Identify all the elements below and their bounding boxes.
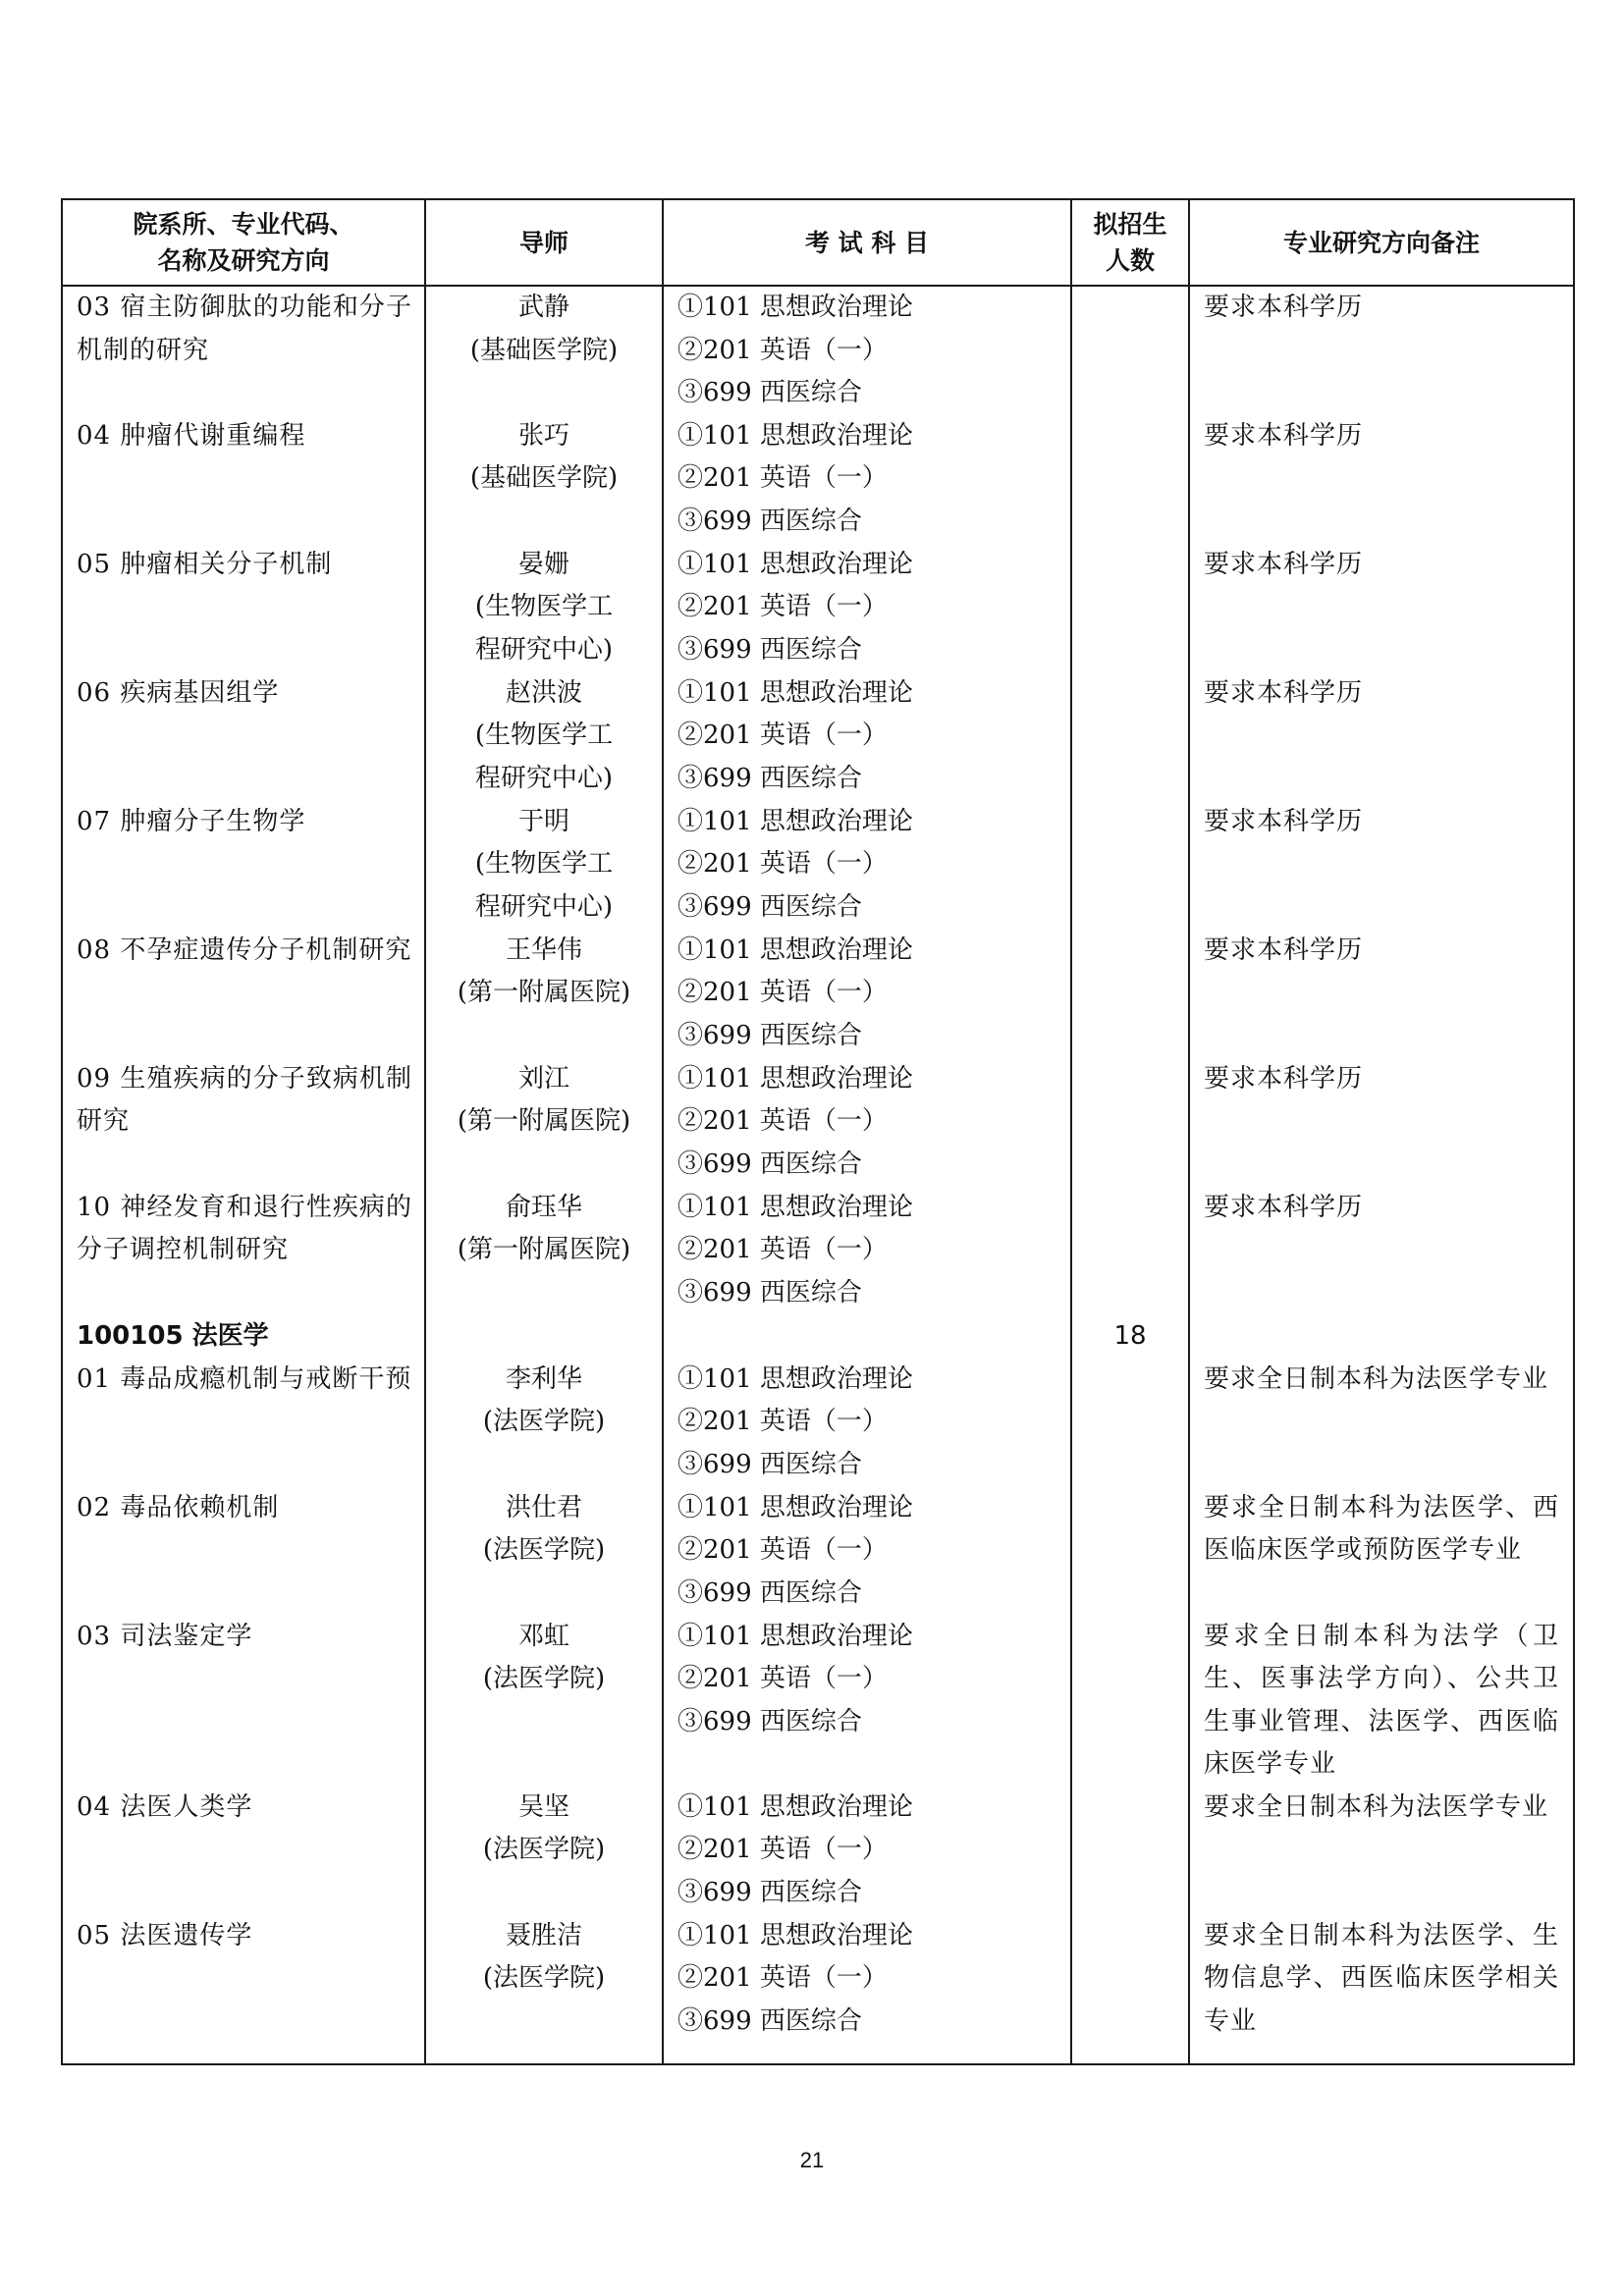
research-direction: 05 法医遗传学	[77, 1920, 253, 1950]
direction-note: 要求本科学历	[1204, 420, 1364, 451]
table-row	[62, 1187, 1574, 1315]
exam-subject: ①101 思想政治理论	[677, 806, 913, 836]
advisor-unit: (第一附属医院)	[457, 1235, 631, 1264]
major-row	[62, 1315, 1574, 1359]
header-department	[62, 199, 425, 286]
exam-subject: ③699 西医综合	[677, 1020, 862, 1050]
exam-subject: ①101 思想政治理论	[677, 1192, 913, 1222]
header-advisor: 导师	[425, 199, 663, 286]
exam-subject: ③699 西医综合	[677, 378, 862, 407]
advisor-unit: (生物医学工程研究中心)	[474, 592, 614, 665]
advisor-unit: (基础医学院)	[469, 463, 619, 493]
advisor-name: 洪仕君	[505, 1492, 582, 1522]
exam-subject: ③699 西医综合	[677, 1877, 862, 1907]
exam-subject: ②201 英语（一）	[677, 978, 888, 1007]
page-number: 21	[799, 2148, 825, 2172]
exam-subject: ①101 思想政治理论	[677, 1063, 913, 1094]
advisor-name: 晏姗	[517, 549, 569, 579]
research-direction: 08 不孕症遗传分子机制研究	[77, 934, 412, 965]
exam-subject: ②201 英语（一）	[677, 592, 888, 621]
exam-subject: ①101 思想政治理论	[677, 1363, 913, 1394]
header-enrollment-line1: 拟招生	[1093, 210, 1167, 239]
exam-subject: ③699 西医综合	[677, 1148, 862, 1179]
direction-note: 要求本科学历	[1204, 1192, 1364, 1222]
exam-subject: ②201 英语（一）	[677, 1407, 888, 1436]
research-direction: 01 毒品成瘾机制与戒断干预	[77, 1363, 412, 1394]
header-exam-subjects: 考 试 科 目	[663, 199, 1071, 286]
table-row	[62, 930, 1574, 1058]
exam-subject: ①101 思想政治理论	[677, 677, 913, 708]
research-direction: 04 肿瘤代谢重编程	[77, 420, 306, 451]
direction-note: 要求本科学历	[1204, 1063, 1364, 1094]
table-row	[62, 1487, 1574, 1616]
exam-subject: ③699 西医综合	[677, 1577, 862, 1608]
table-row	[62, 1359, 1574, 1487]
direction-note: 要求本科学历	[1204, 293, 1364, 322]
direction-note: 要求本科学历	[1204, 934, 1364, 965]
advisor-unit: (法医学院)	[482, 1535, 606, 1565]
advisor-unit: (生物医学工程研究中心)	[474, 849, 614, 922]
advisor-unit: (法医学院)	[482, 1835, 606, 1864]
exam-subject: ①101 思想政治理论	[677, 549, 913, 579]
advisor-name: 聂胜洁	[505, 1920, 582, 1950]
major-title: 100105 法医学	[77, 1320, 269, 1351]
exam-subject: ③699 西医综合	[677, 634, 862, 665]
exam-subject: ①101 思想政治理论	[677, 1920, 913, 1950]
advisor-unit: (生物医学工程研究中心)	[474, 721, 614, 793]
header-enrollment-line2: 人数	[1105, 246, 1155, 275]
direction-note: 要求本科学历	[1204, 677, 1364, 708]
exam-subject: ②201 英语（一）	[677, 1106, 888, 1136]
advisor-name: 张巧	[517, 420, 569, 451]
exam-subject: ②201 英语（一）	[677, 849, 888, 879]
exam-subject: ③699 西医综合	[677, 1277, 862, 1308]
advisor-unit: (基础医学院)	[469, 335, 619, 365]
advisor-unit: (法医学院)	[482, 1664, 606, 1693]
exam-subject: ③699 西医综合	[677, 506, 862, 536]
exam-subject: ①101 思想政治理论	[677, 934, 913, 965]
exam-subject: ②201 英语（一）	[677, 463, 888, 493]
direction-note: 要求全日制本科为法医学、西医临床医学或预防医学专业	[1204, 1492, 1559, 1565]
table-row	[62, 544, 1574, 672]
exam-subject: ②201 英语（一）	[677, 1235, 888, 1264]
exam-subject: ③699 西医综合	[677, 2005, 862, 2036]
header-department-line2: 名称及研究方向	[157, 246, 330, 275]
exam-subject: ②201 英语（一）	[677, 1963, 888, 1993]
table-row	[62, 1915, 1574, 2064]
admissions-table	[61, 198, 1575, 2065]
research-direction: 05 肿瘤相关分子机制	[77, 549, 333, 579]
table-row	[62, 415, 1574, 544]
exam-subject: ②201 英语（一）	[677, 1664, 888, 1693]
research-direction: 09 生殖疾病的分子致病机制研究	[77, 1063, 412, 1136]
research-direction: 04 法医人类学	[77, 1791, 253, 1822]
table-row	[62, 286, 1574, 415]
table-row	[62, 801, 1574, 930]
research-direction: 03 宿主防御肽的功能和分子机制的研究	[77, 293, 412, 365]
exam-subject: ②201 英语（一）	[677, 1535, 888, 1565]
exam-subject: ②201 英语（一）	[677, 1835, 888, 1864]
exam-subject: ②201 英语（一）	[677, 335, 888, 365]
advisor-name: 李利华	[505, 1363, 582, 1394]
exam-subject: ③699 西医综合	[677, 1706, 862, 1736]
table-row	[62, 1616, 1574, 1787]
table-row	[62, 672, 1574, 801]
table-header-row	[62, 199, 1574, 286]
advisor-unit: (法医学院)	[482, 1407, 606, 1436]
header-department-line1: 院系所、专业代码、	[133, 210, 354, 239]
exam-subject: ①101 思想政治理论	[677, 1492, 913, 1522]
advisor-unit: (第一附属医院)	[457, 1106, 631, 1136]
advisor-name: 刘江	[517, 1063, 569, 1094]
exam-subject: ①101 思想政治理论	[677, 1791, 913, 1822]
advisor-unit: (法医学院)	[482, 1963, 606, 1993]
research-direction: 02 毒品依赖机制	[77, 1492, 280, 1522]
header-enrollment	[1071, 199, 1189, 286]
table-row	[62, 1058, 1574, 1187]
advisor-name: 武静	[517, 293, 569, 322]
header-remarks: 专业研究方向备注	[1189, 199, 1574, 286]
research-direction: 10 神经发育和退行性疾病的分子调控机制研究	[77, 1192, 412, 1264]
advisor-name: 王华伟	[505, 934, 582, 965]
direction-note: 要求本科学历	[1204, 806, 1364, 836]
direction-note: 要求全日制本科为法医学专业	[1204, 1363, 1549, 1394]
advisor-name: 赵洪波	[505, 677, 582, 708]
table-row	[62, 1787, 1574, 1915]
research-direction: 06 疾病基因组学	[77, 677, 280, 708]
advisor-name: 邓虹	[517, 1621, 569, 1651]
direction-note: 要求全日制本科为法学（卫生、医事法学方向）、公共卫生事业管理、法医学、西医临床医学专业	[1204, 1621, 1559, 1779]
enrollment-count: 18	[1113, 1320, 1147, 1351]
advisor-unit: (第一附属医院)	[457, 978, 631, 1007]
exam-subject: ①101 思想政治理论	[677, 293, 913, 322]
advisor-name: 俞珏华	[505, 1192, 582, 1222]
direction-note: 要求全日制本科为法医学、生物信息学、西医临床医学相关专业	[1204, 1920, 1559, 2036]
exam-subject: ①101 思想政治理论	[677, 420, 913, 451]
advisor-name: 吴坚	[517, 1791, 569, 1822]
research-direction: 03 司法鉴定学	[77, 1621, 253, 1651]
exam-subject: ③699 西医综合	[677, 763, 862, 793]
exam-subject: ③699 西医综合	[677, 1449, 862, 1479]
exam-subject: ③699 西医综合	[677, 891, 862, 922]
direction-note: 要求本科学历	[1204, 549, 1364, 579]
direction-note: 要求全日制本科为法医学专业	[1204, 1791, 1549, 1822]
research-direction: 07 肿瘤分子生物学	[77, 806, 306, 836]
advisor-name: 于明	[517, 806, 569, 836]
exam-subject: ①101 思想政治理论	[677, 1621, 913, 1651]
exam-subject: ②201 英语（一）	[677, 721, 888, 750]
